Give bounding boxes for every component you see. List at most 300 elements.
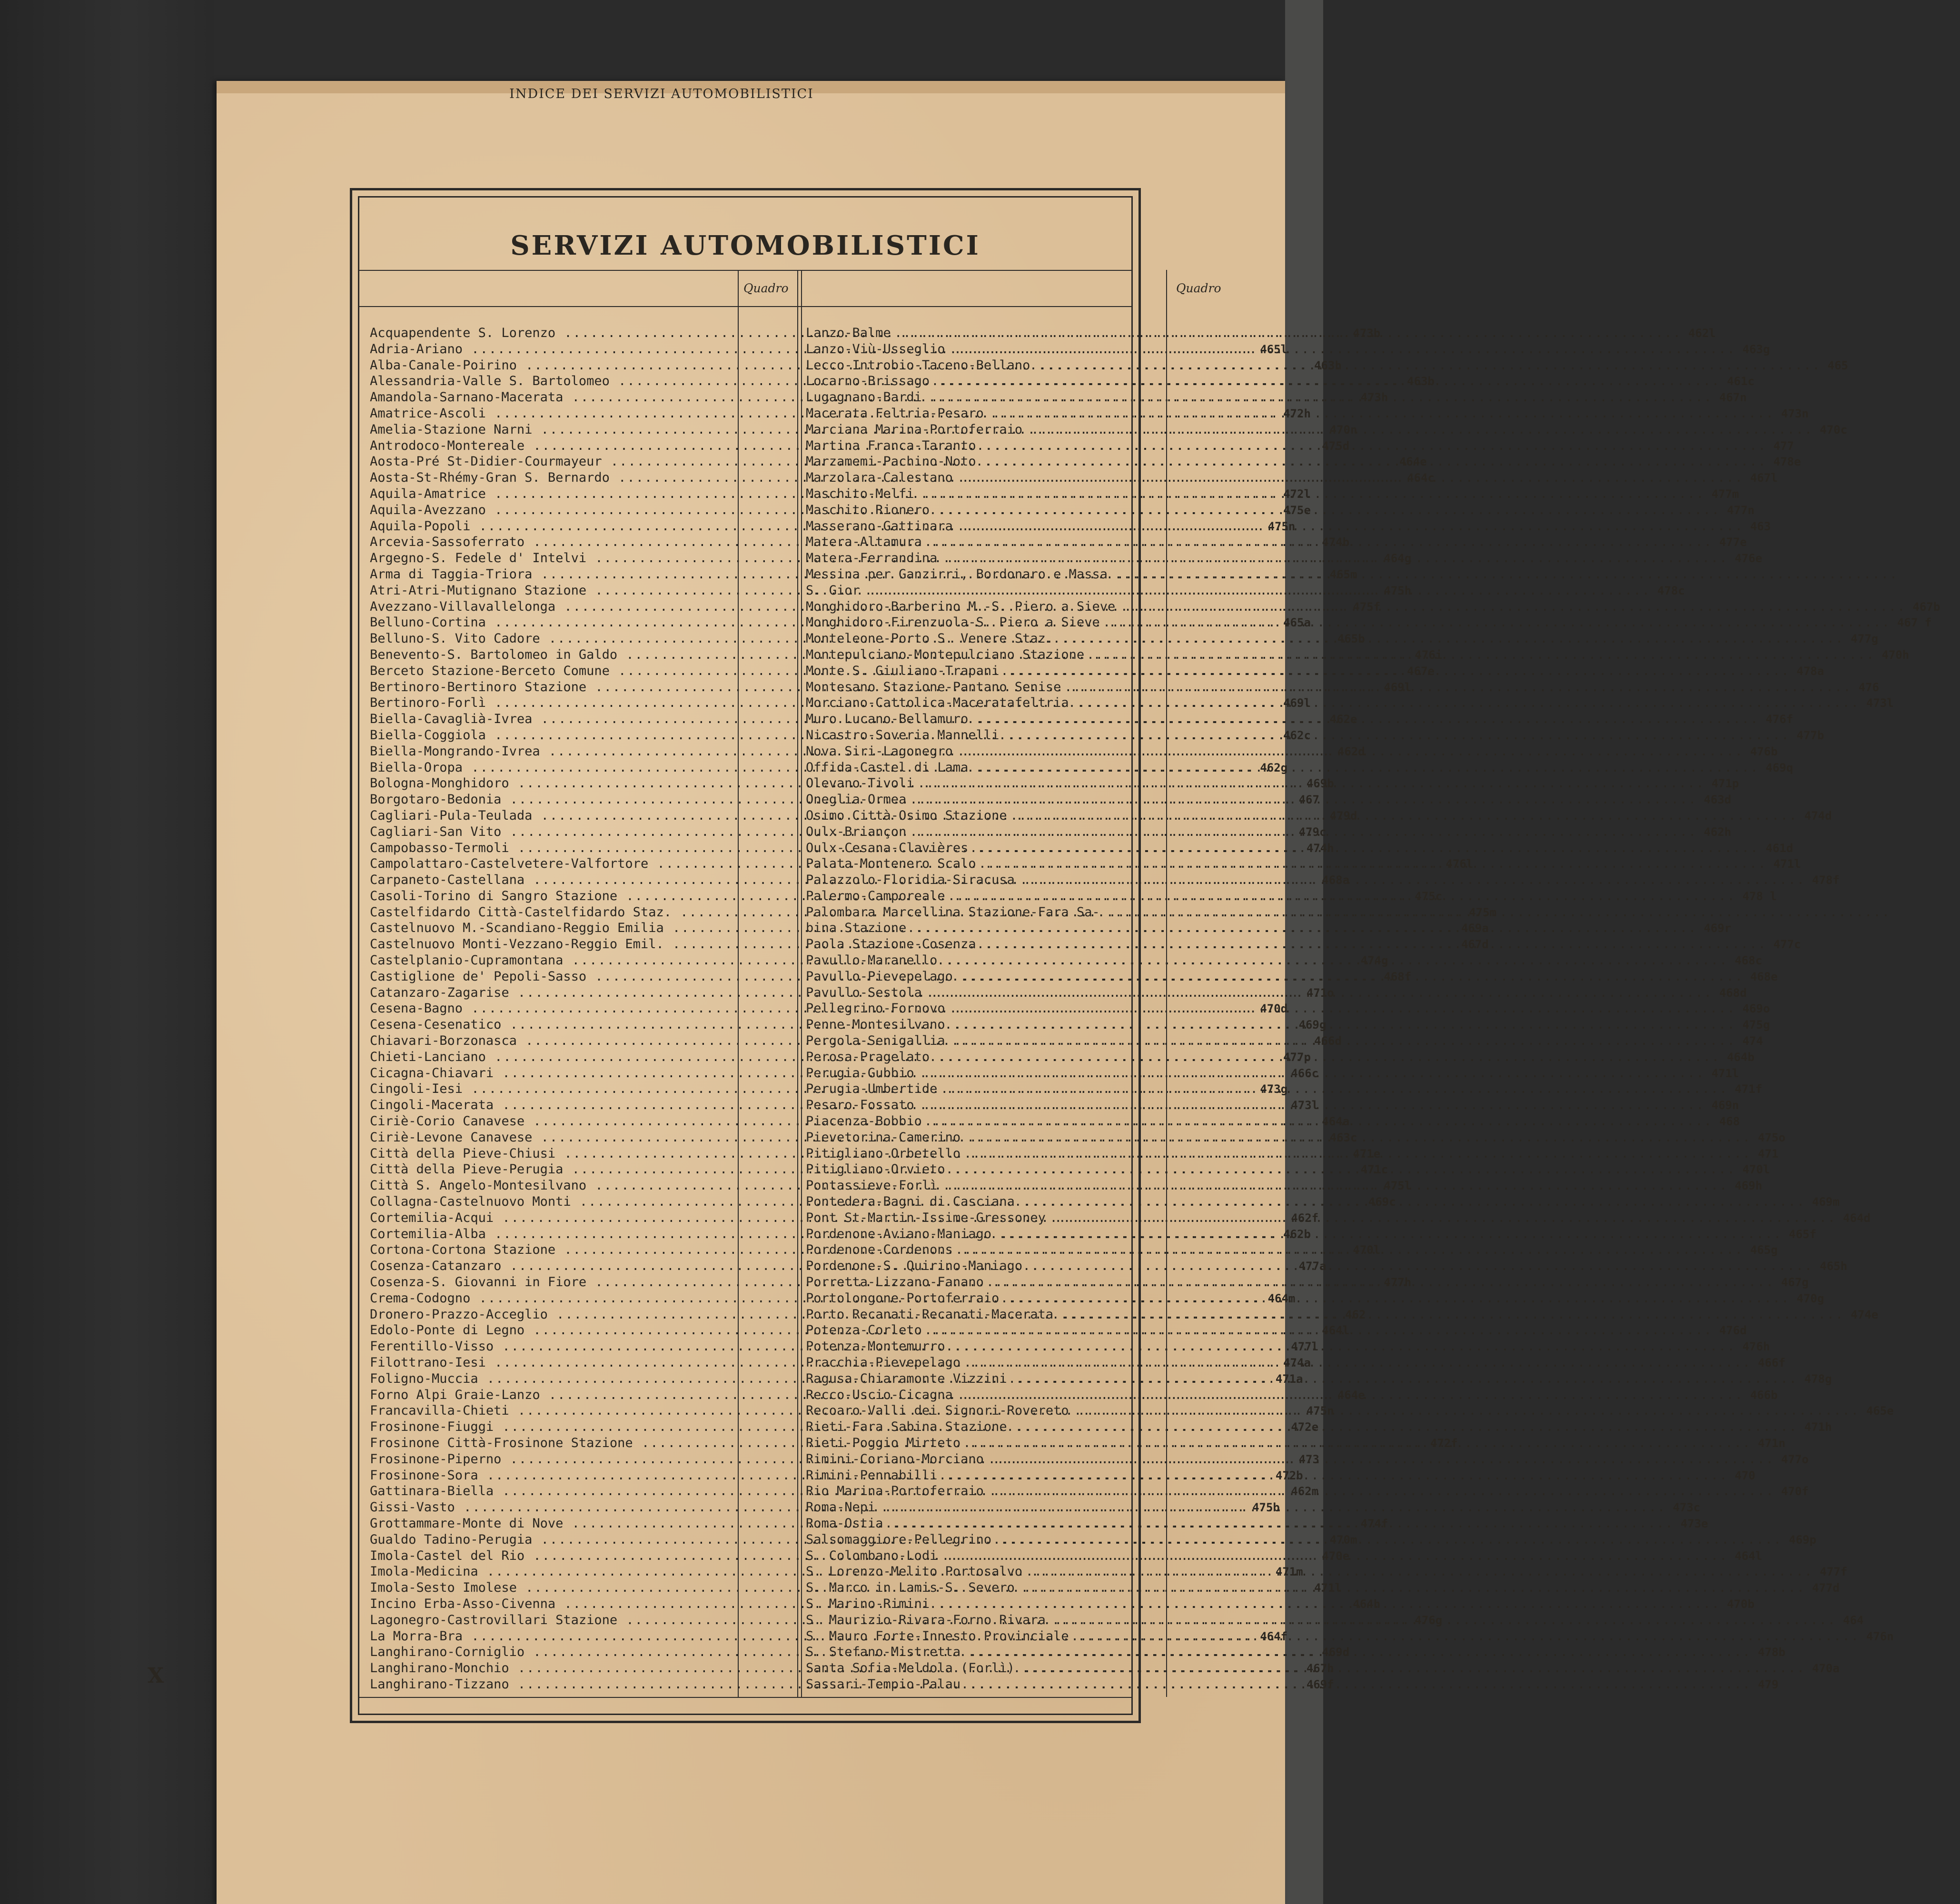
entry-quadro: 474f [1360,1517,1388,1530]
entry-quadro: 478c [1657,584,1685,597]
entry-quadro: 476e [1734,552,1762,565]
entry-place: Aquila-Amatrice ..... [370,487,1277,501]
entry-place: Forno Alpi Graie-Lanzo ..... [370,1388,1331,1402]
entry-quadro: 465m [1329,567,1357,581]
entry-place: Porto Recanati-Recanati-Macerata ..... [806,1308,1844,1322]
entry-place: La Morra-Bra ..... [370,1629,1253,1644]
entry-place: Pesaro-Fossato ..... [806,1098,1705,1112]
entry-quadro: 470h [1881,648,1910,662]
entry-quadro: 469p [1789,1533,1817,1547]
entry-quadro: 477f [1820,1565,1848,1579]
entry-place: Amatrice-Ascoli ..... [370,407,1277,421]
entry-place: Santa Sofia-Meldola (Forlì) ..... [806,1661,1805,1676]
entry-quadro: 477p [1283,1050,1311,1064]
entry-place: Edolo-Ponte di Legno ..... [370,1323,1315,1338]
entry-quadro: 477o [1781,1452,1809,1466]
entry-quadro: 474g [1360,954,1388,968]
entry-quadro: 464a [1322,1115,1350,1129]
entry-place: Pordenone-Aviano-Maniago ..... [806,1227,1782,1241]
entry-place: Aosta-St-Rhémy-Gran S. Bernardo ..... [370,471,1400,485]
entry-place: Arma di Taggia-Triora ..... [370,567,1323,582]
entry-place: Gualdo Tadino-Perugia ..... [370,1533,1323,1547]
entry-quadro: 476i [1415,648,1443,662]
entry-quadro: 461c [1727,375,1755,388]
entry-quadro: 463c [1329,1130,1357,1144]
entry-place: Nova Siri-Lagonegro ..... [806,744,1743,759]
entry-place: Bertinoro-Forlì ..... [370,696,1277,710]
entry-quadro: 469r [1703,922,1732,935]
entry-place: Grottammare-Monte di Nove ..... [370,1517,1354,1531]
entry-place: Castelfidardo Città-Castelfidardo Staz. ..... [370,905,1462,920]
entry-quadro: 463g [1742,342,1770,356]
entry-place: Collagna-Castelnuovo Monti ..... [370,1195,1362,1209]
entry-place: Cesena-Cesenatico ..... [370,1018,1292,1032]
entry-quadro: 468c [1734,954,1762,968]
entry-place: Belluno-Cortina ..... [370,615,1277,630]
entry-quadro: 476l [1445,857,1474,871]
entry-quadro: 464h [1353,1597,1381,1611]
entry-quadro: 479d [1329,809,1357,823]
entry-quadro: 465b [1337,632,1365,646]
entry-quadro: 471p [1711,777,1739,791]
entry-place: Carpaneto-Castellana ..... [370,873,1315,887]
entry-place: Cingoli-Macerata ..... [370,1098,1284,1112]
entry-quadro: 470c [1820,423,1848,436]
entry-quadro: 473c [1673,1501,1701,1515]
entry-place: S. Gior ..... [806,584,1651,598]
entry-quadro: 462b [1283,1227,1311,1241]
entry-quadro: 472l [1283,487,1311,501]
entry-quadro: 462c [1283,728,1311,742]
entry-place: Amelia-Stazione Narni ..... [370,423,1323,437]
entry-quadro: 471n [1758,1436,1786,1450]
entry-quadro: 477 [1773,439,1794,453]
entry-quadro: 464m [1267,1291,1296,1305]
entry-quadro: 472e [1291,1420,1319,1434]
entry-place: Messina per Ganzirri, Bordonaro e Massa ..... [806,567,1898,582]
entry-place: S. Lorenzo-Melito Portosalvo ..... [806,1565,1813,1579]
entry-quadro: 478g [1804,1372,1832,1386]
entry-quadro: 469f [1306,1677,1334,1691]
entry-place: Pavullo-Pievepelago ..... [806,970,1743,984]
entry-quadro: 465g [1750,1243,1778,1257]
entry-place: Locarno-Brissago ..... [806,374,1720,388]
entry-place: Adria-Ariano ..... [370,342,1253,357]
entry-place: Penne-Montesilvano ..... [806,1018,1736,1032]
entry-place: Pergola-Senigallia ..... [806,1034,1736,1048]
entry-quadro: 477g [1851,632,1879,646]
entry-quadro: 468f [1384,970,1412,983]
entry-place: Belluno-S. Vito Cadore ..... [370,632,1331,646]
entry-quadro: 471a [1275,1372,1303,1386]
entry-quadro: 470m [1329,1533,1357,1547]
entry-place: Cagliari-Pula-Teulada ..... [370,809,1323,823]
entry-quadro: 465l [1260,342,1288,356]
entry-place: Gattinara-Biella ..... [370,1484,1284,1498]
entry-quadro: 470g [1796,1291,1824,1305]
entry-quadro: 476 [1858,680,1880,694]
entry-place: Offida-Castel di Lama ..... [806,761,1759,775]
entry-quadro: 474e [1851,1308,1879,1321]
entry-place: Rieti-Fara Sabina Stazione ..... [806,1420,1798,1434]
entry-quadro: 471m [1275,1565,1303,1579]
entry-quadro: 463d [1703,793,1732,807]
entry-quadro: 462l [1688,327,1716,340]
entry-quadro: 475n [1306,1404,1334,1418]
entry-place: Biella-Mongrando-Ivrea ..... [370,744,1331,759]
index-table [350,188,1940,1723]
entry-place: Alba-Canale-Poirino ..... [370,358,1307,373]
entry-place: Piacenza-Bobbio ..... [806,1114,1713,1129]
background-shadow-left [0,0,214,1904]
entry-place: Frosinone Città-Frosinone Stazione ..... [370,1436,1424,1450]
entry-place: Salsomaggiore-Pellegrino ..... [806,1533,1782,1547]
entry-place: Potenza-Corleto ..... [806,1323,1713,1338]
entry-place: Campobasso-Termoli ..... [370,841,1300,855]
bottom-divider [359,1697,1131,1698]
entry-quadro: 464c [1407,471,1435,485]
right-quadro-divider [1166,270,1167,1697]
entry-quadro: 475h [1384,584,1412,597]
entry-place: Maschito Rionero ..... [806,503,1720,517]
entry-place: Pontassieve-Forlì ..... [806,1179,1728,1193]
entry-place: Foligno-Muccia ..... [370,1372,1269,1386]
entry-quadro: 475m [1469,905,1497,919]
entry-place: Rieti-Poggio Mirteto ..... [806,1436,1751,1450]
entry-place: Portolongone-Portoferraio ..... [806,1291,1790,1306]
entry-quadro: 461d [1765,841,1793,855]
left-quadro-header: Quadro [743,281,789,295]
entry-place: Città della Pieve-Perugia ..... [370,1162,1354,1177]
entry-quadro: 470f [1781,1485,1809,1498]
entry-quadro: 477b [1796,728,1824,742]
entry-place: Matera-Altamura ..... [806,535,1713,549]
entry-quadro: 472f [1430,1436,1458,1450]
entry-quadro: 462d [1337,744,1365,758]
entry-quadro: 475l [1384,1179,1412,1193]
entry-quadro: 471l [1314,1581,1342,1595]
entry-quadro: 464e [1337,1388,1365,1402]
entry-place: Argegno-S. Fedele d' Intelvi ..... [370,551,1377,565]
entry-quadro: 470d [1260,1002,1288,1016]
right-quadro-header: Quadro [1176,281,1221,295]
entry-place: Città della Pieve-Chiusi ..... [370,1147,1346,1161]
entry-quadro: 469b [1306,777,1334,791]
entry-place: Macerata Feltria-Pesaro ..... [806,407,1774,421]
entry-quadro: 468a [1322,873,1350,887]
entry-place: Roma-Nepi ..... [806,1500,1666,1515]
entry-place: Aquila-Popoli ..... [370,519,1261,534]
entry-place: Atri-Atri-Mutignano Stazione ..... [370,584,1377,598]
entry-quadro: 478f [1812,873,1840,887]
entry-place: Benevento-S. Bartolomeo in Galdo ..... [370,648,1408,662]
entry-quadro: 477e [1719,536,1747,549]
entry-quadro: 476n [1866,1629,1894,1643]
entry-place: S. Marco in Lamis-S. Severo ..... [806,1581,1805,1595]
entry-quadro: 471l [1773,857,1801,871]
entry-place: Perugia-Gubbio ..... [806,1066,1705,1081]
entry-place: Frosinone-Piperno ..... [370,1452,1292,1467]
entry-quadro: 465e [1866,1404,1894,1418]
entry-place: S. Maurizio-Rivara-Forno Rivara ..... [806,1613,1836,1627]
entry-place: S. Mauro Forte-Innesto Provinciale ..... [806,1629,1860,1644]
entry-quadro: 479c [1298,825,1326,839]
entry-quadro: 463 [1750,519,1771,533]
entry-quadro: 464l [1734,1549,1762,1563]
entry-place: Lanzo-Viù-Usseglio ..... [806,342,1736,357]
entry-place: Paola Stazione-Cosenza ..... [806,937,1767,952]
title-divider [359,270,1131,271]
entry-quadro: 474 [1742,1034,1763,1048]
entry-place: Cortemilia-Alba ..... [370,1227,1277,1241]
entry-quadro: 473l [1291,1099,1319,1112]
entry-quadro: 475g [1742,1018,1770,1032]
entry-quadro: 466c [1291,1066,1319,1080]
entry-quadro: 469c [1368,1195,1396,1209]
entry-quadro: 475c [1415,889,1443,903]
entry-quadro: 476f [1765,713,1793,726]
entry-place: Imola-Sesto Imolese ..... [370,1581,1307,1595]
entry-quadro: 477n [1727,503,1755,517]
entry-quadro: 475o [1758,1130,1786,1144]
entry-place: Montepulciano-Montepulciano Stazione ..... [806,648,1875,662]
entry-place: Palombara Marcellina Stazione-Fara Sa- ..... [806,905,1891,920]
entry-place: S. Stefano-Mistretta ..... [806,1645,1751,1659]
entry-place: Filottrano-Iesi ..... [370,1356,1277,1370]
entry-quadro: 465h [1820,1259,1848,1273]
entry-place: Avezzano-Villavallelonga ..... [370,600,1346,614]
entry-quadro: 470b [1727,1597,1755,1611]
entry-quadro: 469a [1461,922,1489,935]
entry-quadro: 464g [1384,552,1412,565]
entry-quadro: 470 [1734,1468,1755,1482]
entry-quadro: 467n [1719,391,1747,405]
entry-quadro: 471c [1360,1163,1388,1177]
entry-quadro: 464l [1322,1324,1350,1338]
entry-quadro: 469h [1734,1179,1762,1193]
entry-place: Cicagna-Chiavari ..... [370,1066,1284,1081]
entry-place: Recoaro-Valli dei Signori-Rovereto ..... [806,1404,1860,1418]
entry-place: Maschito-Melfi ..... [806,487,1705,501]
entry-place: Martina Franca-Taranto ..... [806,439,1767,453]
entry-quadro: 477m [1711,487,1739,501]
entry-quadro: 472b [1275,1468,1303,1482]
entry-place: Campolattaro-Castelvetere-Valfortore ..... [370,857,1439,871]
entry-quadro: 472h [1283,407,1311,420]
entry-place: Lecco-Introbio-Taceno-Bellano ..... [806,358,1821,373]
entry-place: Pitigliano-Orvieto ..... [806,1162,1736,1177]
running-head: INDICE DEI SERVIZI AUTOMOBILISTICI [509,87,814,101]
entry-place: Pellegrino-Fornovo ..... [806,1002,1736,1016]
entry-place: Pavullo-Maranello ..... [806,953,1728,968]
entry-quadro: 469q [1765,761,1793,774]
entry-place: Pitigliano-Orbetello ..... [806,1147,1751,1161]
entry-quadro: 468d [1719,986,1747,1000]
entry-quadro: 470l [1742,1163,1770,1177]
entry-place: Pontedera-Bagni di Casciana ..... [806,1195,1805,1209]
entry-place: Pont St-Martin-Issime-Gressoney ..... [806,1211,1836,1225]
entry-quadro: 477h [1384,1276,1412,1289]
entry-quadro: 465a [1283,616,1311,630]
entry-quadro: 462e [1329,713,1357,726]
entry-quadro: 471h [1804,1420,1832,1434]
entry-place: Biella-Oropa ..... [370,761,1253,775]
entry-place: Gissi-Vasto ..... [370,1500,1246,1515]
entry-quadro: 475e [1283,503,1311,517]
entry-quadro: 471o [1306,986,1334,1000]
entry-place: Olevano-Tivoli ..... [806,776,1705,791]
entry-place: Morciano-Cattolica-Maceratafeltria ..... [806,696,1860,710]
entry-quadro: 473 [1298,1452,1319,1466]
entry-place: Frosinone-Fiuggi ..... [370,1420,1284,1434]
entry-quadro: 469n [1711,1099,1739,1112]
entry-quadro: 476h [1742,1340,1770,1354]
entry-quadro: 467 f [1897,616,1932,630]
entry-quadro: 464 [1843,1613,1864,1627]
entry-place: Arcevia-Sassoferrato ..... [370,535,1315,549]
entry-place: Chiavari-Borzonasca ..... [370,1034,1307,1048]
entry-place: Castelnuovo Monti-Vezzano-Reggio Emil. ..... [370,937,1455,952]
entry-quadro: 473n [1781,407,1809,420]
entry-place: Bologna-Monghidoro ..... [370,776,1300,791]
entry-place: Potenza-Montemurro ..... [806,1339,1736,1354]
entry-quadro: 470n [1329,423,1357,436]
entry-quadro: 464e [1399,455,1427,469]
entry-quadro: 469l [1283,696,1311,710]
entry-quadro: 469m [1812,1195,1840,1209]
entry-place: Palazzolo-Floridia-Siracusa ..... [806,873,1805,887]
entry-place: Lugagnano-Bardi ..... [806,390,1713,405]
entry-place: bina Stazione ..... [806,921,1697,935]
entry-quadro: 473l [1866,696,1894,710]
entry-place: Perugia-Umbertide ..... [806,1082,1728,1096]
entry-place: Nicastro-Soveria Mannelli ..... [806,728,1790,743]
entry-place: Montesano Stazione-Pantano Senise ..... [806,680,1852,694]
entry-quadro: 478 l [1742,889,1777,903]
entry-place: Pracchia-Pievepelago ..... [806,1356,1751,1370]
entry-place: Cortemilia-Acqui ..... [370,1211,1284,1225]
entry-place: S. Colombano-Lodi ..... [806,1549,1728,1563]
entry-place: Monghidoro-Firenzuola-S. Piero a Sieve ..... [806,615,1891,630]
entry-place: Langhirano-Monchio ..... [370,1661,1300,1676]
entry-place: Rio Marina-Portoferraio ..... [806,1484,1774,1498]
entry-place: Pievetorina-Camerino ..... [806,1130,1751,1145]
entry-place: Sassari-Tempio-Palau ..... [806,1677,1751,1692]
entry-place: Rimini-Pennabilli ..... [806,1468,1728,1483]
entry-quadro: 464d [1843,1211,1871,1225]
entry-quadro: 475b [1252,1501,1280,1515]
entry-quadro: 465f [1789,1227,1817,1241]
entry-quadro: 477a [1298,1259,1326,1273]
entry-quadro: 473h [1360,391,1388,405]
entry-quadro: 464f [1260,1629,1288,1643]
index-entry [806,567,1132,582]
entry-quadro: 464b [1727,1050,1755,1064]
entry-quadro: 467b [1912,600,1940,614]
entry-place: Amandola-Sarnano-Macerata ..... [370,390,1354,405]
entry-place: Chieti-Lanciano ..... [370,1050,1277,1064]
entry-place: Cosenza-S. Giovanni in Fiore ..... [370,1275,1377,1289]
entry-place: Castelnuovo M.-Scandiano-Reggio Emilia ..... [370,921,1455,935]
entry-place: Lagonegro-Castrovillari Stazione ..... [370,1613,1408,1627]
entry-place: Palermo-Camporeale ..... [806,889,1736,903]
entry-place: Palata-Montenero Scalo ..... [806,857,1767,871]
entry-quadro: 474d [1804,809,1832,823]
entry-quadro: 475n [1267,519,1296,533]
entry-place: Ciriè-Corio Canavese ..... [370,1114,1315,1129]
entry-place: Langhirano-Tizzano ..... [370,1677,1300,1692]
entry-place: Oulx-Cesana-Clavières ..... [806,841,1759,855]
entry-quadro: 476g [1415,1613,1443,1627]
entry-place: Frosinone-Sora ..... [370,1468,1269,1483]
entry-quadro: 477c [1773,938,1801,952]
page-title: SERVIZI AUTOMOBILISTICI [510,230,980,261]
entry-place: Aosta-Pré St-Didier-Courmayeur ..... [370,455,1393,469]
entry-place: S. Marino-Rimini ..... [806,1597,1720,1611]
entry-place: Recco-Uscio-Cicagna ..... [806,1388,1743,1402]
entry-place: Oneglia-Ormea ..... [806,793,1697,807]
entry-place: Marzamemi-Pachino-Noto ..... [806,455,1767,469]
entry-place: Marciana Marina-Portoferraio ..... [806,423,1813,437]
entry-quadro: 474b [1322,536,1350,549]
entry-place: Cortona-Cortona Stazione ..... [370,1243,1346,1257]
entry-quadro: 471 [1758,1147,1779,1160]
entry-place: Crema-Codogno ..... [370,1291,1261,1306]
entry-place: Imola-Medicina ..... [370,1565,1269,1579]
entry-place: Monteleone-Porto S. Venere Staz. ..... [806,632,1844,646]
entry-place: Casoli-Torino di Sangro Stazione ..... [370,889,1408,903]
entry-place: Pordenone-S. Quirino-Maniago ..... [806,1259,1813,1273]
entry-place: Cagliari-San Vito ..... [370,825,1292,839]
entry-quadro: 474a [1283,1356,1311,1369]
entry-place: Osimo Città-Osimo Stazione ..... [806,809,1798,823]
entry-quadro: 478b [1758,1646,1786,1659]
entry-quadro: 467g [1781,1276,1809,1289]
entry-quadro: 470e [1322,1549,1350,1563]
entry-place: Bertinoro-Bertinoro Stazione ..... [370,680,1377,694]
entry-quadro: 473e [1680,1517,1708,1530]
entry-place: Ragusa-Chiaramonte Vizzini ..... [806,1372,1798,1386]
entry-place: Pordenone-Cordenons ..... [806,1243,1743,1257]
entry-quadro: 463h [1314,358,1342,372]
entry-quadro: 466d [1314,1034,1342,1048]
entry-quadro: 462g [1260,761,1288,774]
entry-place: Cesena-Bagno ..... [370,1002,1253,1016]
entry-place: Ciriè-Levone Canavese ..... [370,1130,1323,1145]
entry-place: Cingoli-Iesi ..... [370,1082,1253,1096]
entry-place: Porretta-Lizzano-Fanano ..... [806,1275,1774,1289]
entry-place: Ferentillo-Visso ..... [370,1339,1284,1354]
entry-place: Roma-Ostia ..... [806,1517,1674,1531]
entry-quadro: 475d [1322,439,1350,453]
entry-place: Antrodoco-Montereale ..... [370,439,1315,453]
entry-place: Cosenza-Catanzaro ..... [370,1259,1292,1273]
entry-quadro: 471e [1353,1147,1381,1160]
entry-quadro: 470a [1812,1662,1840,1676]
entry-quadro: 476d [1719,1324,1747,1338]
entry-quadro: 467 [1298,793,1319,807]
entry-place: Monte S. Giuliano-Trapani ..... [806,664,1790,678]
entry-quadro: 476b [1750,744,1778,758]
entry-place: Lanzo-Balme ..... [806,326,1682,340]
entry-quadro: 467e [1407,664,1435,678]
entry-place: Perosa-Pragelato ..... [806,1050,1720,1064]
page-marker: X [148,1664,164,1688]
entry-quadro: 473g [1260,1082,1288,1096]
entry-place: Pavullo-Sestola ..... [806,986,1713,1000]
header-divider [359,306,1131,307]
entry-quadro: 473b [1353,327,1381,340]
